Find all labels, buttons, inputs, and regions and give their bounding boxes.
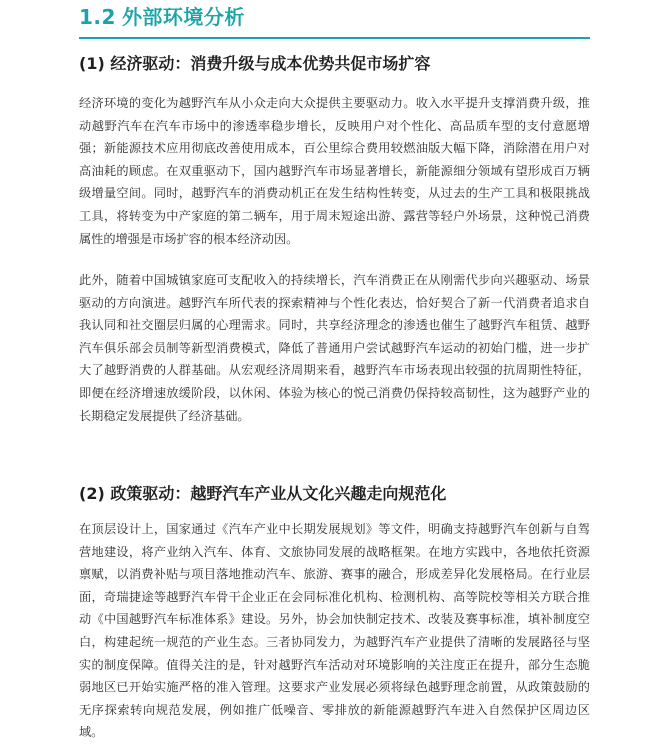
subsection-heading-economic: (1) 经济驱动：消费升级与成本优势共促市场扩容 [79,54,431,73]
section-header [79,4,590,38]
paragraph-economic-2: 此外，随着中国城镇家庭可支配收入的持续增长，汽车消费正在从刚需代步向兴趣驱动、场景驱动的方向演进。越野汽车所代表的探索精神与个性化表达，恰好契合了新一代消费者追求自我认同和社交圈层归属的心理需求。同时，共享经济理念的渗透也催生了越野汽车租赁、越野汽车俱乐部会员制等新型消费模式，降低了普通用户尝试越野汽车运动的初始门槛，进一步扩大了越野消费的人群基础。从宏观经济周期来看，越野汽车市场表现出较强的抗周期性特征，即便在经济增速放缓阶段，以休闲、体验为核心的悦己消费仍保持较高韧性，这为越野产业的长期稳定发展提供了经济基础。 [79,273,590,423]
section-title-text: 外部环境分析 [121,5,245,29]
section-title [79,4,590,30]
subsection-heading-policy: (2) 政策驱动：越野汽车产业从文化兴趣走向规范化 [79,484,447,503]
section-title-underline [79,37,590,39]
paragraph-policy-1: 在顶层设计上，国家通过《汽车产业中长期发展规划》等文件，明确支持越野汽车创新与自驾营地建设，将产业纳入汽车、体育、文旅协同发展的战略框架。在地方实践中，各地依托资源禀赋，以消费补贴与项目落地推动汽车、旅游、赛事的融合，形成差异化发展格局。在行业层面，奇瑞捷途等越野汽车骨干企业正在会同标准化机构、检测机构、高等院校等相关方联合推动《中国越野汽车标准体系》建设。另外，协会加快制定技术、改装及赛事标准，填补制度空白，构建起统一规范的产业生态。三者协同发力，为越野汽车产业提供了清晰的发展路径与坚实的制度保障。值得关注的是，针对越野汽车活动对环境影响的关注度正在提升，部分生态脆弱地区已开始实施严格的准入管理。这要求产业发展必须将绿色越野理念前置，从政策鼓励的无序探索转向规范发展，例如推广低噪音、零排放的新能源越野汽车进入自然保护区周边区域。 [79,522,590,740]
section-number: 1.2 [79,5,116,29]
paragraph-economic-1: 经济环境的变化为越野汽车从小众走向大众提供主要驱动力。收入水平提升支撑消费升级，推动越野汽车在汽车市场中的渗透率稳步增长，反映用户对个性化、高品质车型的支付意愿增强；新能源技术应用彻底改善使用成本，百公里综合费用较燃油版大幅下降，消除潜在用户对高油耗的顾虑。在双重驱动下，国内越野汽车市场显著增长，新能源细分领域有望形成百万辆级增量空间。同时，越野汽车的消费动机正在发生结构性转变，从过去的生产工具和极限挑战工具，将转变为中产家庭的第二辆车，用于周末短途出游、露营等轻户外场景，这种悦己消费属性的增强是市场扩容的根本经济动因。 [79,96,590,246]
